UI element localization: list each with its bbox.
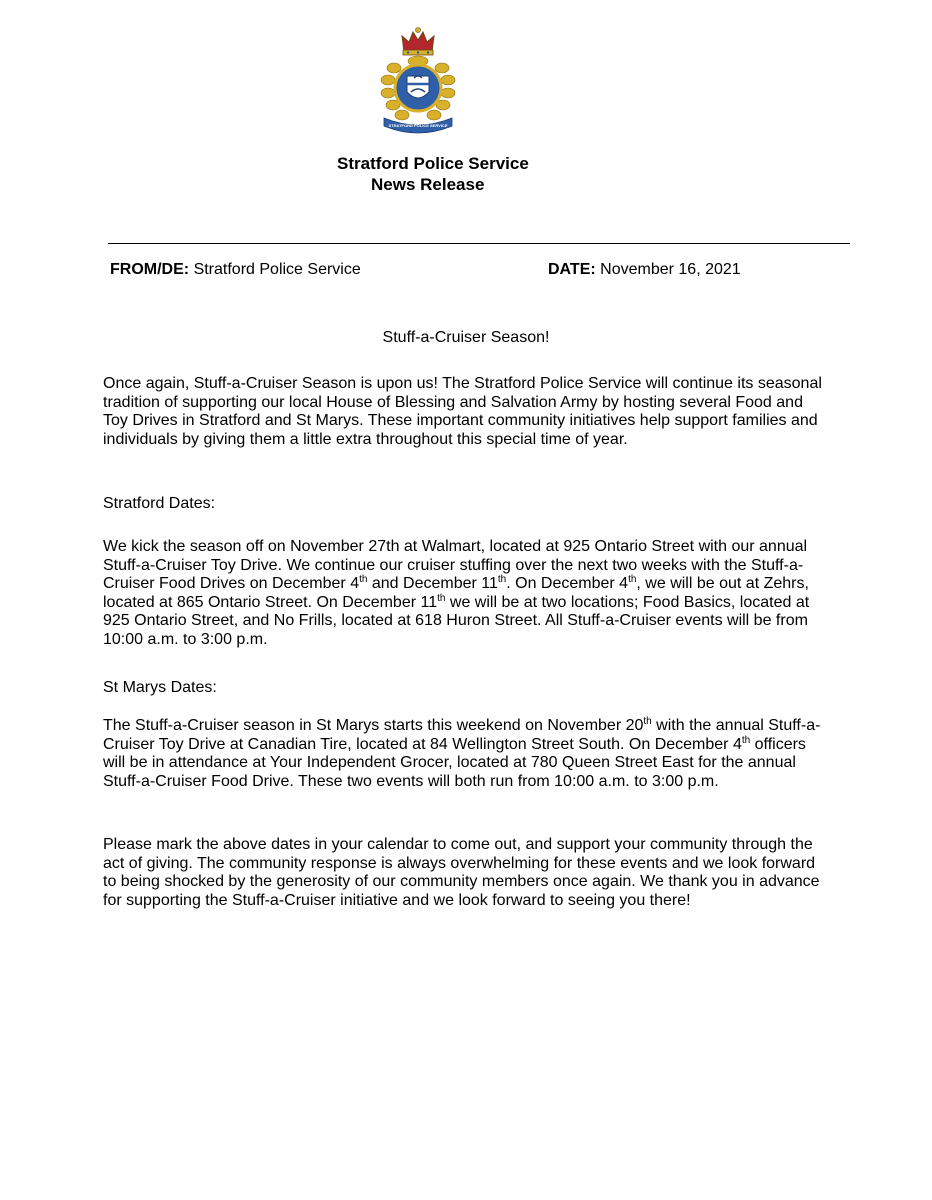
from-value: Stratford Police Service: [193, 261, 361, 278]
st-marys-dates-heading: St Marys Dates:: [103, 679, 217, 696]
st-marys-text-2: with the annual Stuff-a-Cruiser Toy Drive at Canadian Tire, located at 84 Wellington Street South. On December 4: [103, 717, 821, 753]
release-header: [337, 153, 597, 195]
police-crest-logo: [378, 26, 458, 134]
stratford-dates-heading: Stratford Dates:: [103, 495, 216, 512]
release-title: Stuff-a-Cruiser Season!: [382, 329, 550, 346]
ordinal-suffix: th: [437, 592, 446, 604]
document-type-title: News Release: [371, 175, 485, 194]
shield-icon: [395, 65, 441, 111]
crest-banner-text: STRATFORD POLICE SERVICE: [388, 123, 448, 128]
ordinal-suffix: th: [741, 734, 751, 746]
stratford-dates-paragraph: [103, 538, 823, 649]
header-divider: [108, 243, 850, 244]
crown-icon: [402, 28, 434, 56]
stratford-text-5: we will be at two locations; Food Basics, located at 925 Ontario Street, and No Frills, located at 618 Huron Street. All Stuff-a-Cruiser events will be from 10:00 a.m. to 3:00 p.m.: [103, 593, 810, 648]
organization-title: Stratford Police Service: [337, 154, 529, 173]
date-field: [548, 260, 741, 280]
st-marys-text-1: The Stuff-a-Cruiser season in St Marys starts this weekend on November 20: [103, 717, 644, 734]
stratford-text-1: We kick the season off on November 27th at Walmart, located at 925 Ontario Street with our annual Stuff-a-Cruiser Toy Drive. We continue our cruiser stuffing over the next two weeks with the Stuff-a-Cruiser Food Drives on December 4: [103, 538, 808, 592]
st-marys-dates-paragraph: [103, 717, 823, 791]
date-label: DATE:: [548, 261, 596, 278]
ordinal-suffix: th: [628, 574, 637, 585]
stratford-text-4: , we will be out at Zehrs, located at 865 Ontario Street. On December 11: [103, 575, 809, 611]
closing-paragraph: Please mark the above dates in your calendar to come out, and support your community through the act of giving. The community response is always overwhelming for these events and we look forward to being shocked by the generosity of our community members once again. We thank you in advance for supporting the Stuff-a-Cruiser initiative and we look forward to seeing you there!: [103, 836, 820, 909]
crest-banner: [384, 118, 452, 133]
st-marys-text-3: officers will be in attendance at Your Independent Grocer, located at 780 Queen Street East for the annual Stuff-a-Cruiser Food Drive. These two events will both run from 10:00 a.m. to 3:00 p.m.: [103, 735, 806, 790]
intro-paragraph: Once again, Stuff-a-Cruiser Season is upon us! The Stratford Police Service will continue its seasonal tradition of supporting our local House of Blessing and Salvation Army by hosting several Food and Toy Drives in Stratford and St Marys. These important community initiatives help support families and individuals by giving them a little extra throughout this special time of year.: [103, 375, 822, 448]
date-value: November 16, 2021: [600, 261, 741, 278]
ordinal-suffix: th: [497, 574, 507, 585]
from-label: FROM/DE:: [110, 261, 190, 278]
stratford-text-3: . On December 4: [506, 575, 629, 592]
stratford-text-2: and December 11: [367, 575, 498, 592]
from-field: [110, 260, 361, 280]
ordinal-suffix: th: [359, 574, 368, 585]
ordinal-suffix: th: [643, 716, 652, 727]
